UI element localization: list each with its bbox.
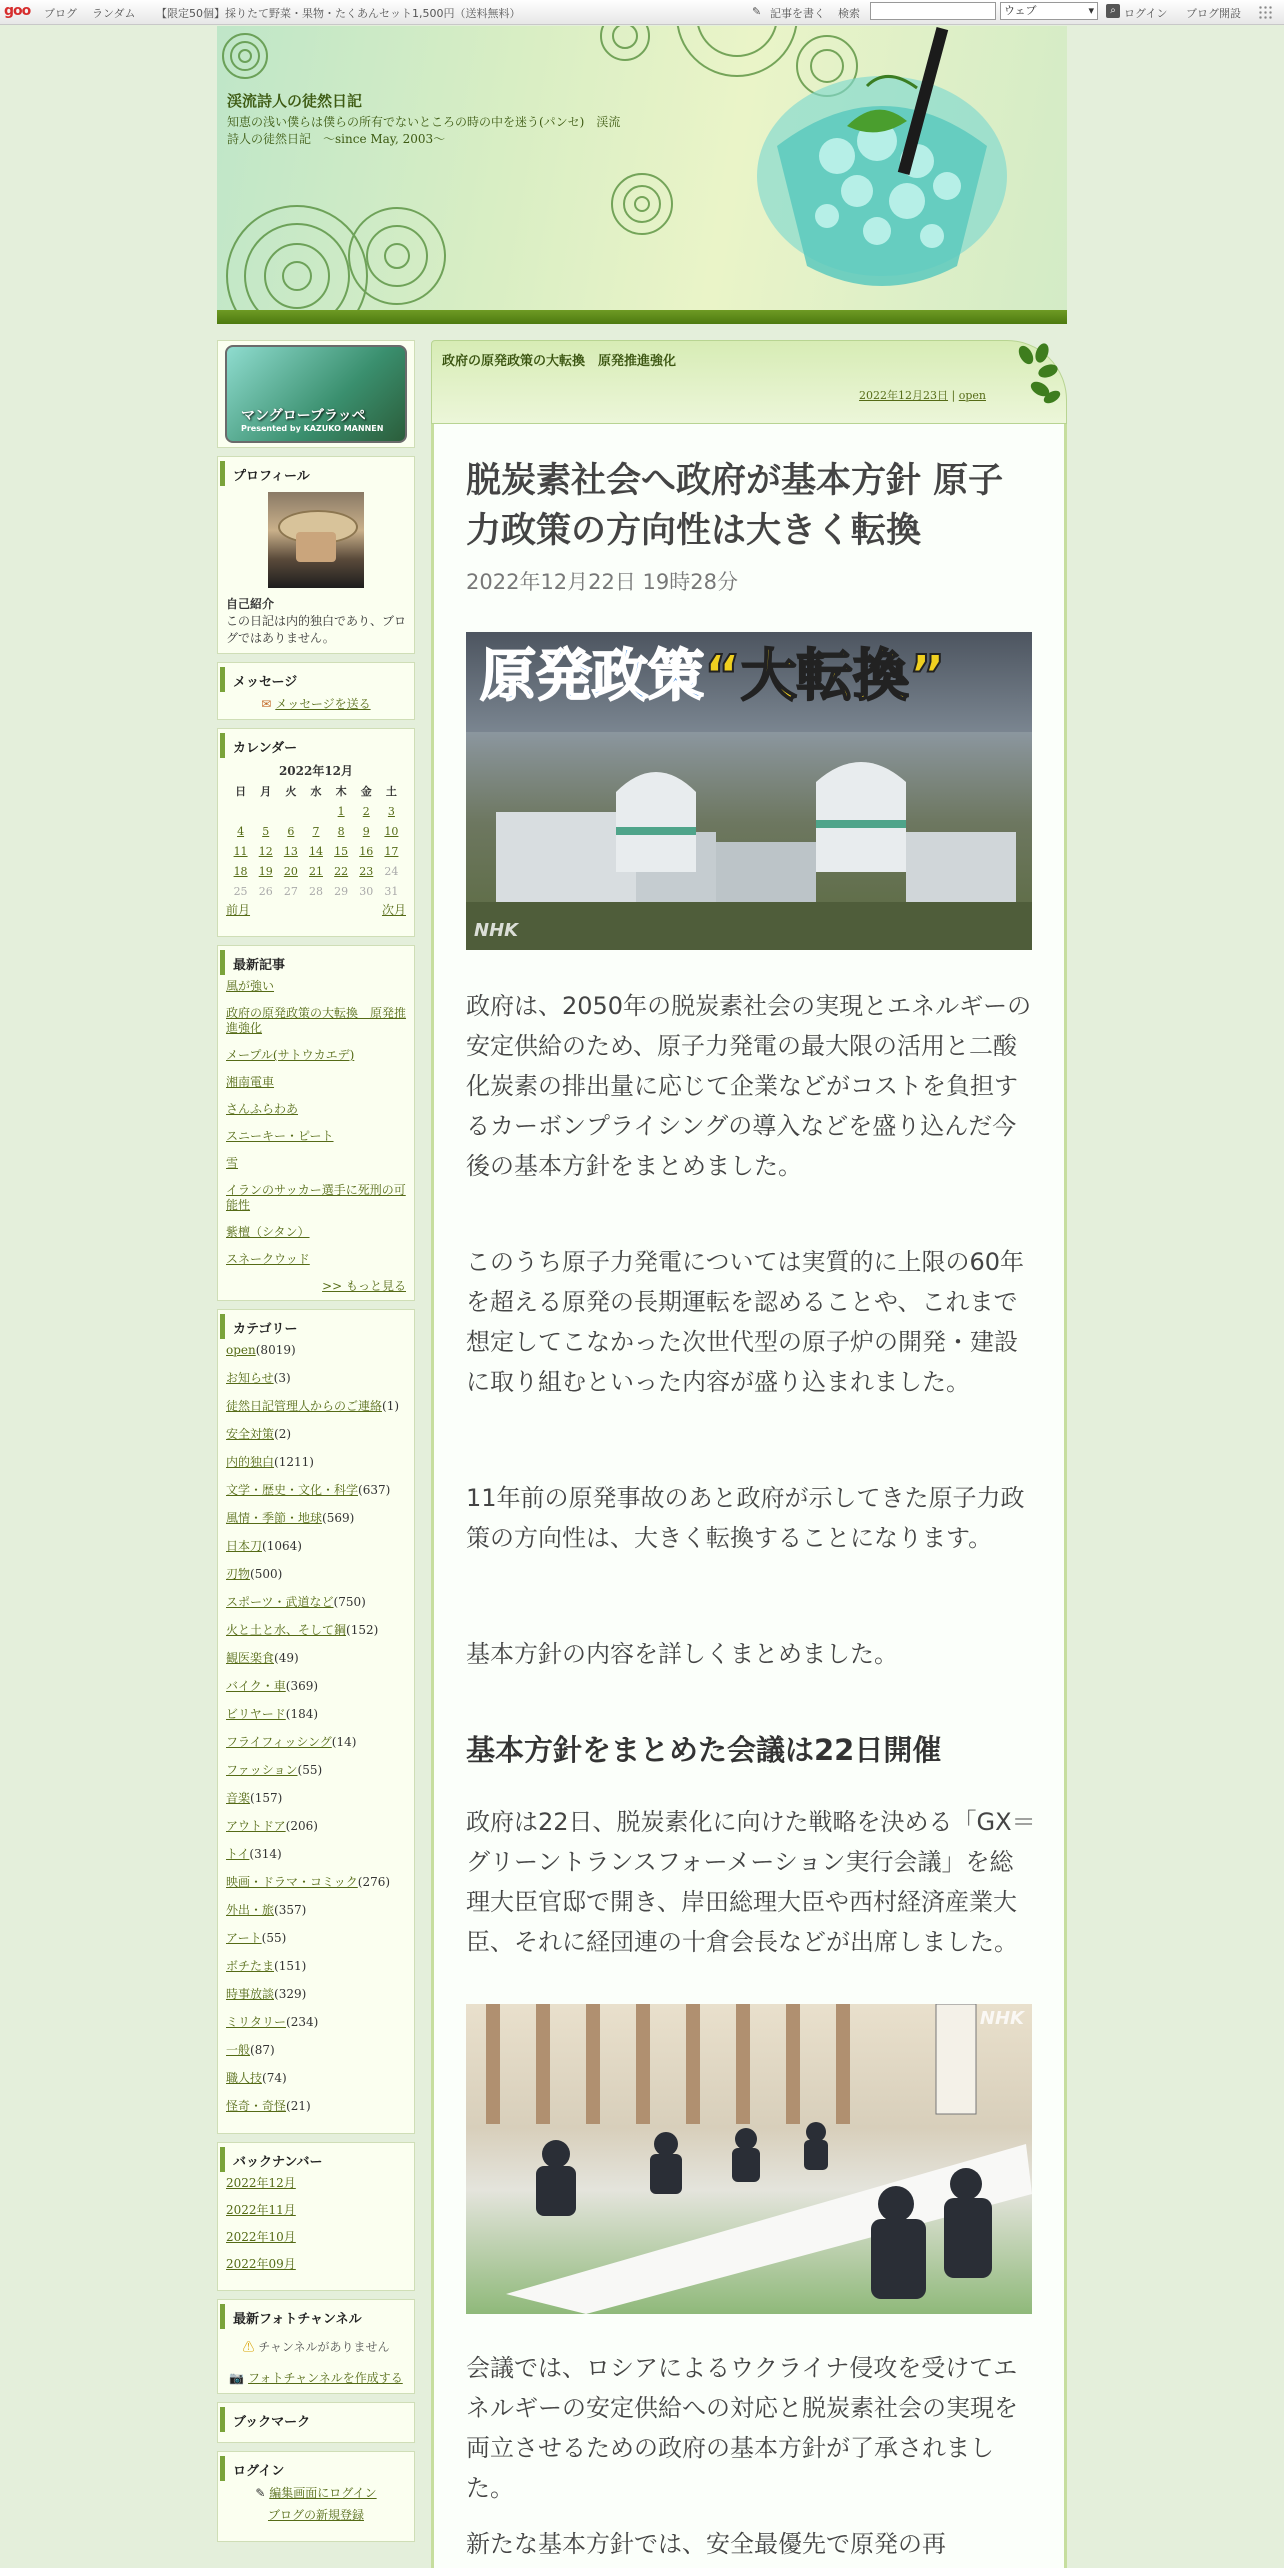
calendar-weekday: 木	[335, 785, 347, 798]
category-link[interactable]: 文学・歴史・文化・科学	[226, 1483, 359, 1497]
category-count: (49)	[274, 1651, 299, 1665]
calendar-day[interactable]: 17	[384, 844, 399, 858]
category-link[interactable]: トイ	[226, 1847, 250, 1861]
calendar-day[interactable]: 12	[258, 844, 273, 858]
category-count: (1211)	[274, 1455, 314, 1469]
category-count: (329)	[274, 1987, 307, 2001]
category-item	[226, 1875, 406, 1890]
category-count: (74)	[262, 2071, 287, 2085]
category-item	[226, 1623, 406, 1638]
apps-grid-icon[interactable]	[1258, 5, 1272, 19]
category-count: (152)	[346, 1623, 379, 1637]
calendar-weekday: 月	[260, 785, 272, 798]
calendar-day[interactable]: 7	[312, 824, 320, 838]
category-count: (14)	[331, 1735, 357, 1749]
recent-post-link[interactable]: さんふらわあ	[226, 1102, 299, 1116]
article-title: 脱炭素社会へ政府が基本方針 原子力政策の方向性は大きく転換	[466, 461, 1004, 551]
calendar-day[interactable]: 14	[308, 844, 323, 858]
category-item	[226, 1987, 406, 2002]
blog-description: 知恵の浅い僕らは僕らの所有でないところの時の中を迷う(パンセ) 渓流詩人の徒然日記 ～since May, 2003～	[227, 115, 621, 146]
calendar-day[interactable]: 3	[387, 804, 395, 818]
search-input[interactable]	[870, 2, 996, 20]
category-count: (569)	[322, 1511, 355, 1525]
article-date: 2022年12月22日 19時28分	[466, 570, 739, 594]
recent-post-link[interactable]: 紫檀（シタン）	[226, 1225, 310, 1239]
recent-post-link[interactable]: メープル(サトウカエデ)	[226, 1048, 355, 1062]
backnumber-link[interactable]: 2022年09月	[226, 2257, 296, 2271]
category-item	[226, 1791, 406, 1806]
category-link[interactable]: 怪奇・奇怪	[226, 2099, 287, 2113]
category-link[interactable]: open	[226, 1343, 256, 1357]
main-content	[431, 340, 1067, 2568]
recent-post-link[interactable]: 風が強い	[226, 979, 275, 993]
category-item	[226, 2099, 406, 2114]
calendar-day: 25	[233, 884, 248, 898]
chevron-down-icon: ▾	[1088, 4, 1094, 17]
calendar-day[interactable]: 10	[384, 824, 399, 838]
article-paragraph: 会議では、ロシアによるウクライナ侵攻を受けてエネルギーの安定供給への対応と脱炭素社会の実現を両立させるための政府の基本方針が了承されました。	[466, 2354, 1018, 2502]
calendar-day: 26	[258, 884, 273, 898]
category-item	[226, 1567, 406, 1582]
calendar-day[interactable]: 19	[258, 864, 273, 878]
category-link[interactable]: フライフィッシング	[226, 1735, 332, 1749]
toolbar-link-blog[interactable]: ブログ	[44, 7, 77, 20]
category-link[interactable]: 日本刀	[226, 1539, 263, 1553]
calendar-day[interactable]: 5	[262, 824, 270, 838]
category-item	[226, 1595, 406, 1610]
recent-post-link[interactable]: 雪	[226, 1156, 239, 1170]
goo-logo[interactable]: goo	[4, 3, 31, 19]
category-link[interactable]: 安全対策	[226, 1427, 275, 1441]
category-count: (184)	[285, 1707, 319, 1721]
more-posts-link[interactable]: >> もっと見る	[322, 1279, 406, 1293]
category-item	[226, 1399, 406, 1414]
calendar-day[interactable]: 1	[337, 804, 345, 818]
bookmark-box	[217, 2402, 415, 2443]
message-heading: メッセージ	[220, 667, 414, 692]
image-caption-blue: 原発政策	[480, 644, 704, 709]
category-count: (157)	[250, 1791, 283, 1805]
category-count: (206)	[285, 1819, 318, 1833]
banner-image[interactable]	[225, 345, 407, 443]
sidebar	[217, 340, 415, 2550]
calendar-day[interactable]: 20	[283, 864, 298, 878]
calendar-weekday: 水	[310, 785, 322, 798]
category-count: (369)	[285, 1679, 319, 1693]
category-count: (8019)	[255, 1343, 296, 1357]
recent-posts-heading: 最新記事	[220, 950, 414, 975]
bookmark-heading: ブックマーク	[220, 2407, 414, 2432]
article-paragraph: 11年前の原発事故のあと政府が示してきた原子力政策の方向性は、大きく転換することになります。	[466, 1484, 1025, 1552]
calendar-day[interactable]: 9	[362, 824, 370, 838]
recent-posts-box	[217, 945, 415, 1301]
category-link[interactable]: バイク・車	[226, 1679, 286, 1693]
category-item	[226, 2071, 406, 2086]
mail-icon: ✉	[261, 697, 272, 711]
category-link[interactable]: 火と土と水、そして鋼	[226, 1623, 347, 1637]
photo-channel-heading: 最新フォトチャンネル	[220, 2304, 414, 2329]
article-paragraph: 政府は22日、脱炭素化に向けた戦略を決める「GX＝グリーントランスフォーメーション実行会議」を総理大臣官邸で開き、岸田総理大臣や西村経済産業大臣、それに経団連の十倉会長などが出席しました。	[466, 1808, 1036, 1956]
plant-illustration	[466, 632, 1032, 950]
backnumber-box	[217, 2142, 415, 2291]
category-item	[226, 1343, 406, 1358]
banner-title: マングローブラッペ	[241, 408, 366, 424]
calendar-table	[228, 781, 404, 901]
calendar-weekday: 火	[285, 785, 297, 798]
camera-icon: 📷	[229, 2371, 245, 2385]
recent-post-link[interactable]: イランのサッカー選手に死刑の可能性	[226, 1183, 406, 1212]
category-count: (637)	[358, 1483, 391, 1497]
post-meta: 2022年12月23日 | open	[859, 389, 986, 402]
calendar-box	[217, 728, 415, 937]
category-link[interactable]: 映画・ドラマ・コミック	[226, 1875, 358, 1889]
meeting-illustration	[466, 2004, 1032, 2314]
category-item	[226, 1959, 406, 1974]
photo-channel-box	[217, 2299, 415, 2394]
calendar-day	[278, 801, 303, 821]
category-count: (357)	[274, 1903, 307, 1917]
calendar-prev-link[interactable]: 前月	[226, 903, 251, 917]
category-item	[226, 1427, 406, 1442]
article-paragraph: 政府は、2050年の脱炭素社会の実現とエネルギーの安定供給のため、原子力発電の最大限の活用と二酸化炭素の排出量に応じて企業などがコストを負担するカーボンプライシングの導入などを盛り込んだ今後の基本方針をまとめました。	[466, 992, 1032, 1180]
category-link[interactable]: 内的独白	[226, 1455, 275, 1469]
profile-box	[217, 456, 415, 654]
backnumber-link[interactable]: 2022年11月	[226, 2203, 296, 2217]
nhk-watermark: NHK	[474, 920, 519, 941]
search-icon[interactable]: ⌕	[1106, 4, 1120, 18]
category-item	[226, 1819, 406, 1834]
calendar-day[interactable]: 22	[334, 864, 349, 878]
category-item	[226, 1455, 406, 1470]
category-item	[226, 1539, 406, 1554]
new-blog-link[interactable]: ブログの新規登録	[267, 2508, 364, 2522]
pencil-icon: ✎	[255, 2486, 266, 2500]
article-paragraph: 基本方針の内容を詳しくまとめました。	[466, 1640, 898, 1668]
category-count: (314)	[249, 1847, 282, 1861]
recent-post-link[interactable]: 湘南電車	[226, 1075, 275, 1089]
recent-post-link[interactable]: スニーキー・ピート	[226, 1129, 334, 1143]
profile-heading: プロフィール	[220, 461, 414, 486]
calendar-day	[228, 801, 253, 821]
category-count: (151)	[274, 1959, 307, 1973]
profile-intro-label: 自己紹介	[226, 597, 275, 611]
category-item	[226, 1735, 406, 1750]
category-count: (55)	[297, 1763, 323, 1777]
recent-post-link[interactable]: 政府の原発政策の大転換 原発推進強化	[226, 1006, 407, 1035]
blog-title[interactable]: 渓流詩人の徒然日記	[227, 92, 363, 110]
calendar-day: 30	[359, 884, 374, 898]
calendar-day[interactable]: 23	[359, 864, 374, 878]
calendar-day	[303, 801, 328, 821]
category-count: (750)	[333, 1595, 366, 1609]
goo-toolbar	[0, 0, 1284, 25]
backnumber-link[interactable]: 2022年12月	[226, 2176, 296, 2190]
category-item	[226, 2043, 406, 2058]
category-link[interactable]: スポーツ・武道など	[226, 1595, 334, 1609]
toolbar-promo-link[interactable]: 【限定50個】採りたて野菜・果物・たくあんセット1,500円（送料無料）	[156, 7, 521, 20]
banner-box	[217, 340, 415, 448]
category-link[interactable]: 一般	[226, 2043, 251, 2057]
category-link[interactable]: 音楽	[226, 1791, 251, 1805]
category-count: (500)	[250, 1567, 283, 1581]
category-item	[226, 1707, 406, 1722]
category-link[interactable]: 風情・季節・地球	[226, 1511, 323, 1525]
category-link[interactable]: 徒然日記管理人からのご連絡	[226, 1399, 383, 1413]
create-photo-channel-link[interactable]: フォトチャンネルを作成する	[248, 2371, 403, 2385]
login-heading: ログイン	[220, 2456, 414, 2481]
calendar-heading: カレンダー	[220, 733, 414, 758]
calendar-day[interactable]: 21	[308, 864, 323, 878]
calendar-day[interactable]: 6	[287, 824, 295, 838]
header-bar	[217, 310, 1067, 324]
calendar-day: 27	[283, 884, 298, 898]
category-item	[226, 1763, 406, 1778]
post-header	[431, 340, 1067, 424]
nhk-watermark: NHK	[979, 2008, 1024, 2029]
category-link[interactable]: 外出・旅	[226, 1903, 275, 1917]
login-box	[217, 2451, 415, 2542]
category-count: (2)	[274, 1427, 292, 1441]
calendar-day[interactable]: 16	[359, 844, 374, 858]
category-count: (276)	[357, 1875, 391, 1889]
category-count: (234)	[286, 2015, 319, 2029]
category-count: (1)	[382, 1399, 400, 1413]
leaf-decoration-icon	[986, 341, 1066, 421]
edit-login-link[interactable]: 編集画面にログイン	[269, 2486, 377, 2500]
backnumber-heading: バックナンバー	[220, 2147, 414, 2172]
write-post-link[interactable]: 記事を書く	[770, 7, 825, 20]
category-item	[226, 1931, 406, 1946]
banner-subtitle: Presented by KAZUKO MANNEN	[241, 424, 384, 433]
header-decoration	[217, 26, 1067, 310]
category-count: (55)	[261, 1931, 287, 1945]
article-subheading: 基本方針をまとめた会議は22日開催	[466, 1733, 942, 1767]
category-link[interactable]: ビリヤード	[226, 1707, 286, 1721]
search-label: 検索	[838, 7, 860, 20]
category-item	[226, 1679, 406, 1694]
calendar-day: 28	[308, 884, 323, 898]
no-channel-text: チャンネルがありません	[258, 2340, 390, 2354]
category-item	[226, 2015, 406, 2030]
post-title[interactable]: 政府の原発政策の大転換 原発推進強化	[442, 354, 677, 369]
category-link[interactable]: ファッション	[226, 1763, 298, 1777]
calendar-weekday: 土	[385, 785, 397, 798]
calendar-day[interactable]: 8	[337, 824, 345, 838]
article-paragraph: このうち原子力発電については実質的に上限の60年を超える原発の長期運転を認めることや、これまで想定してこなかった次世代型の原子炉の開発・建設に取り組むといった内容が盛り込まれました。	[466, 1248, 1025, 1396]
avatar[interactable]	[268, 492, 364, 588]
message-box	[217, 662, 415, 720]
category-count: (87)	[250, 2043, 275, 2057]
warning-icon: ⚠	[242, 2340, 255, 2354]
category-link[interactable]: ミリタリー	[226, 2015, 287, 2029]
image-caption-red: “大転換”	[704, 644, 946, 709]
calendar-day: 29	[334, 884, 349, 898]
calendar-month: 2022年12月	[278, 764, 354, 778]
blog-header	[217, 26, 1067, 310]
categories-box	[217, 1309, 415, 2134]
search-scope-value: ウェブ	[1004, 4, 1037, 17]
pencil-icon: ✎	[752, 5, 762, 18]
category-link[interactable]: ボチたま	[226, 1959, 275, 1973]
calendar-day[interactable]: 2	[362, 804, 370, 818]
calendar-day[interactable]: 4	[237, 824, 245, 838]
post-category-link[interactable]: open	[958, 389, 986, 402]
calendar-day[interactable]: 18	[233, 864, 248, 878]
category-link[interactable]: 時事放談	[226, 1987, 275, 2001]
category-count: (1064)	[262, 1539, 302, 1553]
category-count: (3)	[273, 1371, 291, 1385]
category-item	[226, 1511, 406, 1526]
article	[431, 424, 1067, 2568]
toolbar-login-link[interactable]: ログイン	[1124, 7, 1168, 20]
category-link[interactable]: 刃物	[226, 1567, 251, 1581]
toolbar-open-blog-link[interactable]: ブログ開設	[1186, 7, 1241, 20]
calendar-day[interactable]: 11	[233, 844, 248, 858]
send-message-link[interactable]: メッセージを送る	[275, 697, 371, 711]
calendar-weekday: 金	[360, 785, 372, 798]
category-item	[226, 1651, 406, 1666]
category-item	[226, 1371, 406, 1386]
calendar-day[interactable]: 13	[283, 844, 298, 858]
backnumber-link[interactable]: 2022年10月	[226, 2230, 296, 2244]
category-link[interactable]: お知らせ	[226, 1371, 274, 1385]
category-count: (21)	[286, 2099, 311, 2113]
category-link[interactable]: 職人技	[226, 2071, 263, 2085]
calendar-day[interactable]: 15	[334, 844, 349, 858]
meeting-image	[466, 2004, 1032, 2314]
calendar-next-link[interactable]: 次月	[381, 903, 406, 917]
article-paragraph: 新たな基本方針では、安全最優先で原発の再	[466, 2530, 946, 2558]
recent-post-link[interactable]: スネークウッド	[226, 1252, 310, 1266]
search-scope-select[interactable]	[1000, 2, 1098, 20]
category-item	[226, 1847, 406, 1862]
category-item	[226, 1903, 406, 1918]
calendar-day: 31	[384, 884, 399, 898]
category-link[interactable]: アート	[226, 1931, 262, 1945]
post-date-link[interactable]: 2022年12月23日	[859, 389, 949, 402]
calendar-day: 24	[384, 864, 399, 878]
categories-heading: カテゴリー	[220, 1314, 414, 1339]
profile-intro-text: この日記は内的独白であり、ブログではありません。	[226, 614, 407, 645]
nuclear-plant-image	[466, 632, 1032, 950]
category-link[interactable]: 観医楽食	[226, 1651, 275, 1665]
calendar-weekday: 日	[235, 785, 247, 798]
category-item	[226, 1483, 406, 1498]
calendar-day	[253, 801, 278, 821]
toolbar-link-random[interactable]: ランダム	[92, 7, 136, 20]
category-link[interactable]: アウトドア	[226, 1819, 286, 1833]
